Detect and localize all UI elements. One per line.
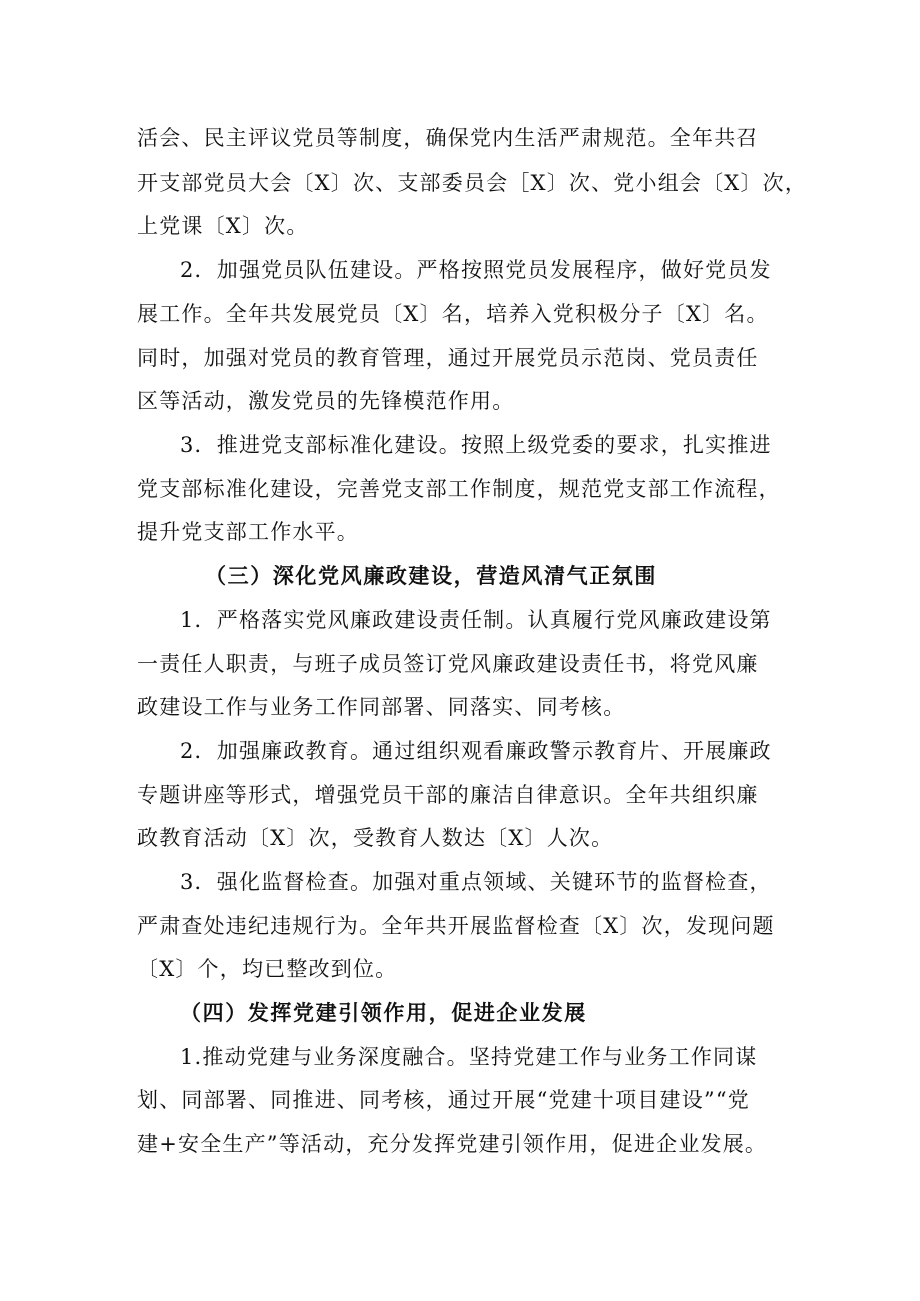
paragraph-line: 2．加强党员队伍建设。严格按照党员发展程序，做好党员发 [180,258,772,282]
paragraph-line: 1．严格落实党风廉政建设责任制。认真履行党风廉政建设第 [180,608,772,632]
paragraph-line: 党支部标准化建设，完善党支部工作制度，规范党支部工作流程， [137,477,781,501]
section-heading: （三）深化党风廉政建设，营造风清气正氛围 [205,563,657,588]
paragraph-line: 提升党支部工作水平。 [137,520,359,544]
paragraph-line: 〔X〕个，均已整改到位。 [137,957,398,981]
section-heading: （四）发挥党建引领作用，促进企业发展 [180,1000,587,1025]
paragraph-line: 2．加强廉政教育。通过组织观看廉政警示教育片、开展廉政 [180,739,772,763]
paragraph-line: 严肃查处违纪违规行为。全年共开展监督检查〔X〕次，发现问题 [137,914,775,938]
paragraph-line: 划、同部署、同推进、同考核，通过开展“党建十项目建设”“党 [137,1088,751,1112]
paragraph-line: 一责任人职责，与班子成员签订党风廉政建设责任书，将党风廉 [137,652,759,676]
paragraph-line: 活会、民主评议党员等制度，确保党内生活严肃规范。全年共召 [137,126,759,150]
paragraph-line: 同时，加强对党员的教育管理，通过开展党员示范岗、党员责任 [137,346,759,370]
paragraph-line: 3．强化监督检查。加强对重点领域、关键环节的监督检查， [180,870,772,894]
paragraph-line: 1.推动党建与业务深度融合。坚持党建工作与业务工作同谋 [180,1045,758,1069]
paragraph-line: 专题讲座等形式，增强党员干部的廉洁自律意识。全年共组织廉 [137,783,759,807]
paragraph-line: 区等活动，激发党员的先锋模范作用。 [137,389,515,413]
paragraph-line: 开支部党员大会〔X〕次、支部委员会［X〕次、党小组会〔X〕次， [137,171,808,195]
paragraph-line: 上党课〔X〕次。 [137,214,309,238]
paragraph-line: 展工作。全年共发展党员〔X〕名，培养入党积极分子〔X〕名。 [137,302,769,326]
paragraph-line: 政建设工作与业务工作同部署、同落实、同考核。 [137,695,626,719]
paragraph-line: 政教育活动〔X〕次，受教育人数达〔X〕人次。 [137,826,614,850]
paragraph-line: 3．推进党支部标准化建设。按照上级党委的要求，扎实推进 [180,433,772,457]
paragraph-line: 建+安全生产”等活动，充分发挥党建引领作用，促进企业发展。 [137,1132,768,1156]
